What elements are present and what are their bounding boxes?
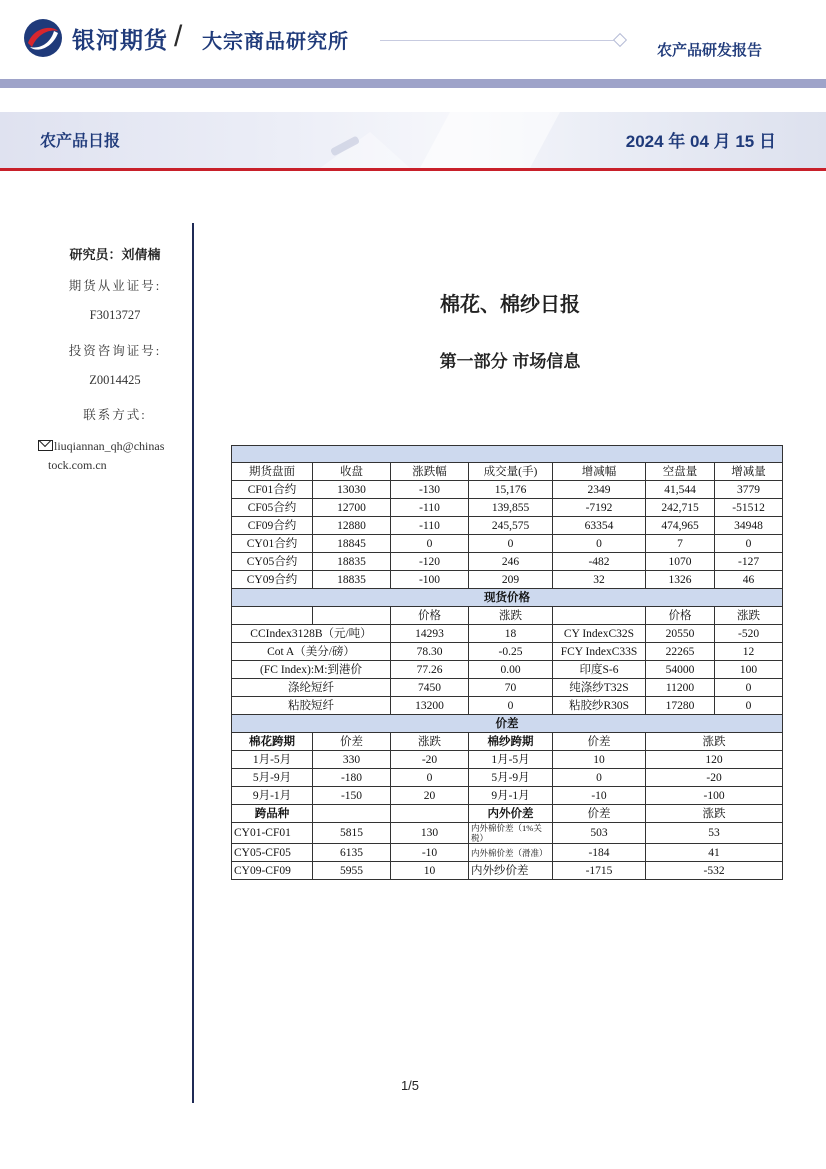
blank-cell xyxy=(553,607,646,625)
table-cell: 46 xyxy=(715,571,783,589)
table-cell: -110 xyxy=(391,517,469,535)
table-cell: 10 xyxy=(553,751,646,769)
header-cell: 价格 xyxy=(646,607,715,625)
table-cell: CF05合约 xyxy=(232,499,313,517)
spread-band-label: 价差 xyxy=(232,715,783,733)
spot-row xyxy=(232,643,783,661)
table-cell: 18835 xyxy=(313,553,391,571)
table-cell: 70 xyxy=(469,679,553,697)
consult-number: Z0014425 xyxy=(89,373,141,387)
report-type: 农产品研发报告 xyxy=(656,42,762,59)
table-cell: -100 xyxy=(391,571,469,589)
table-cell: 12700 xyxy=(313,499,391,517)
header-cell: 跨品种 xyxy=(232,805,313,823)
table-cell: (FC Index):M:到港价 xyxy=(232,661,391,679)
spot-row xyxy=(232,625,783,643)
table-cell: CF09合约 xyxy=(232,517,313,535)
table-cell: 1月-5月 xyxy=(232,751,313,769)
table-cell: 0 xyxy=(553,769,646,787)
table-cell: 17280 xyxy=(646,697,715,715)
spread-row xyxy=(232,751,783,769)
table-cell: 245,575 xyxy=(469,517,553,535)
table-cell: 0 xyxy=(469,535,553,553)
blank-cell xyxy=(313,805,391,823)
table-cell: -10 xyxy=(391,844,469,862)
table-top-band-cell xyxy=(232,446,783,463)
table-cell: 印度S-6 xyxy=(553,661,646,679)
report-title: 棉花、棉纱日报 xyxy=(440,294,580,316)
table-cell: -20 xyxy=(646,769,783,787)
cross-row xyxy=(232,823,783,844)
contact-label: 联系方式: xyxy=(83,408,147,422)
table-cell: -100 xyxy=(646,787,783,805)
futures-row xyxy=(232,517,783,535)
blank-cell xyxy=(232,607,313,625)
table-cell: 5955 xyxy=(313,862,391,880)
table-cell: 粘胶纱R30S xyxy=(553,697,646,715)
table-cell: 246 xyxy=(469,553,553,571)
table-cell: 12 xyxy=(715,643,783,661)
header-cell: 收盘 xyxy=(313,463,391,481)
header-cell: 价差 xyxy=(553,805,646,823)
table-cell: 18835 xyxy=(313,571,391,589)
table-cell: 18845 xyxy=(313,535,391,553)
table-cell: 5月-9月 xyxy=(232,769,313,787)
header-cell: 内外价差 xyxy=(469,805,553,823)
table-cell: 330 xyxy=(313,751,391,769)
institute-name: 大宗商品研究所 xyxy=(202,31,349,53)
table-cell: CY09-CF09 xyxy=(232,862,313,880)
header-cell: 期货盘面 xyxy=(232,463,313,481)
futures-row xyxy=(232,571,783,589)
futures-row xyxy=(232,535,783,553)
table-cell: CCIndex3128B（元/吨） xyxy=(232,625,391,643)
table-cell: 0 xyxy=(469,697,553,715)
table-cell: 11200 xyxy=(646,679,715,697)
spread-header-row xyxy=(232,733,783,751)
table-cell: 15,176 xyxy=(469,481,553,499)
report-date: 2024 年 04 月 15 日 xyxy=(625,132,776,151)
futures-header-row xyxy=(232,463,783,481)
table-cell: -51512 xyxy=(715,499,783,517)
table-cell: 139,855 xyxy=(469,499,553,517)
table-cell: 242,715 xyxy=(646,499,715,517)
table-cell: 78.30 xyxy=(391,643,469,661)
table-cell: 32 xyxy=(553,571,646,589)
consult-label: 投资咨询证号: xyxy=(68,344,162,358)
table-cell: 53 xyxy=(646,823,783,844)
futures-row xyxy=(232,553,783,571)
table-cell: 5815 xyxy=(313,823,391,844)
mail-icon xyxy=(38,440,53,451)
header-cell: 棉花跨期 xyxy=(232,733,313,751)
email-line-2: tock.com.cn xyxy=(48,458,107,472)
banner-red-rule xyxy=(0,168,826,171)
table-cell: CY IndexC32S xyxy=(553,625,646,643)
table-cell: 粘胶短纤 xyxy=(232,697,391,715)
table-cell: 41 xyxy=(646,844,783,862)
header-cell: 涨跌 xyxy=(715,607,783,625)
header-cell: 价差 xyxy=(313,733,391,751)
table-cell: 12880 xyxy=(313,517,391,535)
cross-row xyxy=(232,862,783,880)
table-cell: -7192 xyxy=(553,499,646,517)
company-name: 银河期货 xyxy=(72,27,168,53)
header-cell: 涨跌 xyxy=(469,607,553,625)
spot-header-row xyxy=(232,607,783,625)
table-cell: 0 xyxy=(391,769,469,787)
table-cell: 34948 xyxy=(715,517,783,535)
spot-band-row xyxy=(232,589,783,607)
table-cell: 77.26 xyxy=(391,661,469,679)
table-cell: 474,965 xyxy=(646,517,715,535)
galaxy-logo-icon xyxy=(22,17,64,59)
table-cell: 1月-5月 xyxy=(469,751,553,769)
email-line-1: liuqiannan_qh@chinas xyxy=(54,439,165,453)
table-cell: 41,544 xyxy=(646,481,715,499)
header-cell: 成交量(手) xyxy=(469,463,553,481)
table-cell: -150 xyxy=(313,787,391,805)
table-cell: CY01合约 xyxy=(232,535,313,553)
header-cell: 涨跌 xyxy=(646,805,783,823)
table-cell: CY05合约 xyxy=(232,553,313,571)
spot-row xyxy=(232,661,783,679)
table-cell: -482 xyxy=(553,553,646,571)
table-cell: -1715 xyxy=(553,862,646,880)
header-cell: 价格 xyxy=(391,607,469,625)
table-cell: 20 xyxy=(391,787,469,805)
section-title: 第一部分 市场信息 xyxy=(439,352,581,371)
table-cell: 209 xyxy=(469,571,553,589)
table-cell: 20550 xyxy=(646,625,715,643)
spread-row xyxy=(232,769,783,787)
futures-row xyxy=(232,499,783,517)
table-cell: 3779 xyxy=(715,481,783,499)
spot-band-label: 现货价格 xyxy=(232,589,783,607)
header-cell: 涨跌幅 xyxy=(391,463,469,481)
license-number: F3013727 xyxy=(89,308,141,322)
table-cell: 63354 xyxy=(553,517,646,535)
table-cell: CF01合约 xyxy=(232,481,313,499)
table-cell: 22265 xyxy=(646,643,715,661)
table-cell: 5月-9月 xyxy=(469,769,553,787)
table-cell: CY01-CF01 xyxy=(232,823,313,844)
table-cell: 0 xyxy=(553,535,646,553)
table-cell: CY05-CF05 xyxy=(232,844,313,862)
table-cell: 14293 xyxy=(391,625,469,643)
table-cell: 6135 xyxy=(313,844,391,862)
license-label: 期货从业证号: xyxy=(68,279,162,293)
table-cell: CY09合约 xyxy=(232,571,313,589)
table-cell: 纯涤纱T32S xyxy=(553,679,646,697)
header-deco-line xyxy=(380,40,620,41)
blank-cell xyxy=(391,805,469,823)
blank-cell xyxy=(313,607,391,625)
futures-row xyxy=(232,481,783,499)
table-cell: 0 xyxy=(391,535,469,553)
table-top-band xyxy=(232,446,783,463)
table-cell: 内外棉价差（滑准） xyxy=(469,844,553,862)
table-cell: 130 xyxy=(391,823,469,844)
table-cell: 503 xyxy=(553,823,646,844)
table-cell: 10 xyxy=(391,862,469,880)
table-cell: 7450 xyxy=(391,679,469,697)
header-cell: 增减量 xyxy=(715,463,783,481)
header-deco-diamond xyxy=(613,33,627,47)
table-cell: -180 xyxy=(313,769,391,787)
table-cell: 54000 xyxy=(646,661,715,679)
table-cell: -110 xyxy=(391,499,469,517)
table-cell: -520 xyxy=(715,625,783,643)
table-cell: 0 xyxy=(715,679,783,697)
table-cell: -532 xyxy=(646,862,783,880)
cross-row xyxy=(232,844,783,862)
header-cell: 增减幅 xyxy=(553,463,646,481)
table-cell: 1326 xyxy=(646,571,715,589)
table-cell: 13030 xyxy=(313,481,391,499)
table-cell: -10 xyxy=(553,787,646,805)
table-cell: 9月-1月 xyxy=(232,787,313,805)
table-cell: 9月-1月 xyxy=(469,787,553,805)
header-cell: 涨跌 xyxy=(391,733,469,751)
spread-row xyxy=(232,787,783,805)
table-cell: 2349 xyxy=(553,481,646,499)
cross-header-row xyxy=(232,805,783,823)
table-cell: -0.25 xyxy=(469,643,553,661)
header-rule xyxy=(0,79,826,88)
table-cell: 7 xyxy=(646,535,715,553)
table-cell: 18 xyxy=(469,625,553,643)
table-cell: -127 xyxy=(715,553,783,571)
table-cell: FCY IndexC33S xyxy=(553,643,646,661)
table-cell: 100 xyxy=(715,661,783,679)
page-number: 1/5 xyxy=(400,1078,420,1093)
market-data-table xyxy=(231,445,783,880)
table-cell: 涤纶短纤 xyxy=(232,679,391,697)
table-cell: -130 xyxy=(391,481,469,499)
table-cell: 内外棉价差（1%关税） xyxy=(469,823,553,844)
banner-title: 农产品日报 xyxy=(40,133,121,150)
table-cell: -184 xyxy=(553,844,646,862)
table-cell: -20 xyxy=(391,751,469,769)
table-cell: 120 xyxy=(646,751,783,769)
banner-decoration xyxy=(300,112,560,168)
header-cell: 价差 xyxy=(553,733,646,751)
header-cell: 空盘量 xyxy=(646,463,715,481)
header-cell: 棉纱跨期 xyxy=(469,733,553,751)
table-cell: 1070 xyxy=(646,553,715,571)
table-cell: 0 xyxy=(715,697,783,715)
table-cell: 0 xyxy=(715,535,783,553)
contact-email[interactable] xyxy=(38,437,188,475)
researcher-name: 研究员：刘倩楠 xyxy=(69,247,161,262)
header-cell: 涨跌 xyxy=(646,733,783,751)
header-divider: / xyxy=(174,20,183,53)
table-cell: 13200 xyxy=(391,697,469,715)
table-cell: Cot A（美分/磅） xyxy=(232,643,391,661)
table-cell: -120 xyxy=(391,553,469,571)
spot-row xyxy=(232,697,783,715)
spread-band-row xyxy=(232,715,783,733)
table-cell: 内外纱价差 xyxy=(469,862,553,880)
spot-row xyxy=(232,679,783,697)
table-cell: 0.00 xyxy=(469,661,553,679)
